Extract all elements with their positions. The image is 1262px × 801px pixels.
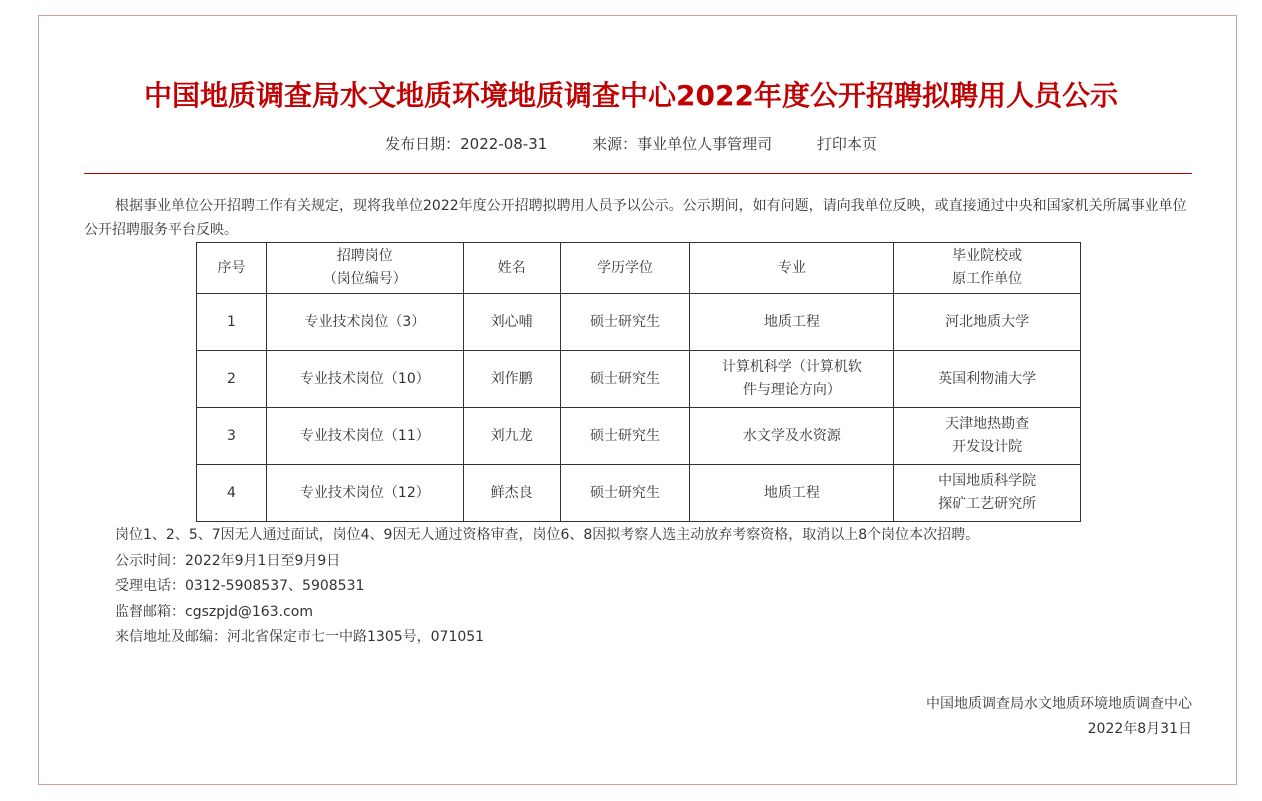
cell-name: 刘作鹏 [463, 351, 560, 408]
signature-date: 2022年8月31日 [1087, 721, 1192, 737]
cell-index: 3 [197, 408, 267, 465]
cell-school-line1: 中国地质科学院 [938, 473, 1037, 489]
table-row [197, 351, 1081, 408]
cell-index: 4 [197, 465, 267, 522]
cell-degree: 硕士研究生 [560, 465, 690, 522]
print-page-link[interactable]: 打印本页 [816, 135, 877, 153]
cell-name: 鲜杰良 [463, 465, 560, 522]
cell-major [690, 294, 894, 351]
candidate-table [196, 242, 1081, 522]
contact-phone: 受理电话：0312-5908537、5908531 [115, 578, 365, 594]
header-school [894, 243, 1081, 294]
mailing-address: 来信地址及邮编：河北省保定市七一中路1305号，071051 [115, 629, 485, 645]
signature-block [926, 692, 1192, 742]
header-school-line1: 毕业院校或 [952, 248, 1023, 264]
table-row [197, 465, 1081, 522]
article-meta [0, 133, 1262, 154]
supervision-email: 监督邮箱：cgszpjd@163.com [115, 603, 313, 620]
table-header-row [197, 243, 1081, 294]
cell-major-line1: 计算机科学（计算机软 [721, 359, 862, 375]
cell-major-line2: 件与理论方向） [742, 382, 841, 398]
publish-date: 发布日期：2022-08-31 [385, 135, 548, 153]
notes-block [115, 523, 979, 651]
intro-paragraph: 根据事业单位公开招聘工作有关规定，现将我单位2022年度公开招聘拟聘用人员予以公示。公示期间，如有问题，请向我单位反映，或直接通过中央和国家机关所属事业单位公开招聘服务平台反映。 [84, 198, 1187, 238]
cell-school [894, 465, 1081, 522]
source: 来源：事业单位人事管理司 [592, 135, 773, 153]
cell-major-line1: 地质工程 [763, 313, 820, 330]
cell-major [690, 465, 894, 522]
cancel-note: 岗位1、2、5、7因无人通过面试，岗位4、9因无人通过资格审查，岗位6、8因拟考察人选主动放弃考察资格，取消以上8个岗位本次招聘。 [115, 527, 980, 543]
table-row [197, 408, 1081, 465]
cell-school-line2: 探矿工艺研究所 [938, 496, 1037, 512]
cell-degree: 硕士研究生 [560, 294, 690, 351]
cell-major [690, 351, 894, 408]
title-divider [84, 173, 1192, 174]
cell-school-line2: 开发设计院 [952, 439, 1023, 455]
cell-school [894, 351, 1081, 408]
table-row [197, 294, 1081, 351]
header-position [266, 243, 463, 294]
cell-school [894, 408, 1081, 465]
page-title: 中国地质调查局水文地质环境地质调查中心2022年度公开招聘拟聘用人员公示 [144, 79, 1118, 112]
cell-school [894, 294, 1081, 351]
cell-name: 刘心哺 [463, 294, 560, 351]
cell-school-line1: 天津地热勘查 [945, 416, 1030, 432]
cell-major-line1: 水文学及水资源 [742, 427, 841, 444]
header-degree: 学历学位 [560, 243, 690, 294]
cell-position: 专业技术岗位（3） [266, 294, 463, 351]
publicity-period: 公示时间：2022年9月1日至9月9日 [115, 552, 341, 569]
cell-position: 专业技术岗位（10） [266, 351, 463, 408]
cell-school-line1: 英国利物浦大学 [938, 370, 1037, 387]
cell-degree: 硕士研究生 [560, 408, 690, 465]
cell-major-line1: 地质工程 [763, 484, 820, 501]
signature-org: 中国地质调查局水文地质环境地质调查中心 [926, 696, 1192, 712]
header-position-line1: 招聘岗位 [336, 248, 393, 264]
header-major: 专业 [690, 243, 894, 294]
header-position-line2: （岗位编号） [322, 271, 407, 287]
cell-index: 1 [197, 294, 267, 351]
header-school-line2: 原工作单位 [952, 271, 1023, 287]
cell-school-line1: 河北地质大学 [945, 313, 1030, 330]
cell-position: 专业技术岗位（12） [266, 465, 463, 522]
cell-position: 专业技术岗位（11） [266, 408, 463, 465]
cell-major [690, 408, 894, 465]
cell-name: 刘九龙 [463, 408, 560, 465]
header-index: 序号 [197, 243, 267, 294]
header-name: 姓名 [463, 243, 560, 294]
cell-index: 2 [197, 351, 267, 408]
cell-degree: 硕士研究生 [560, 351, 690, 408]
